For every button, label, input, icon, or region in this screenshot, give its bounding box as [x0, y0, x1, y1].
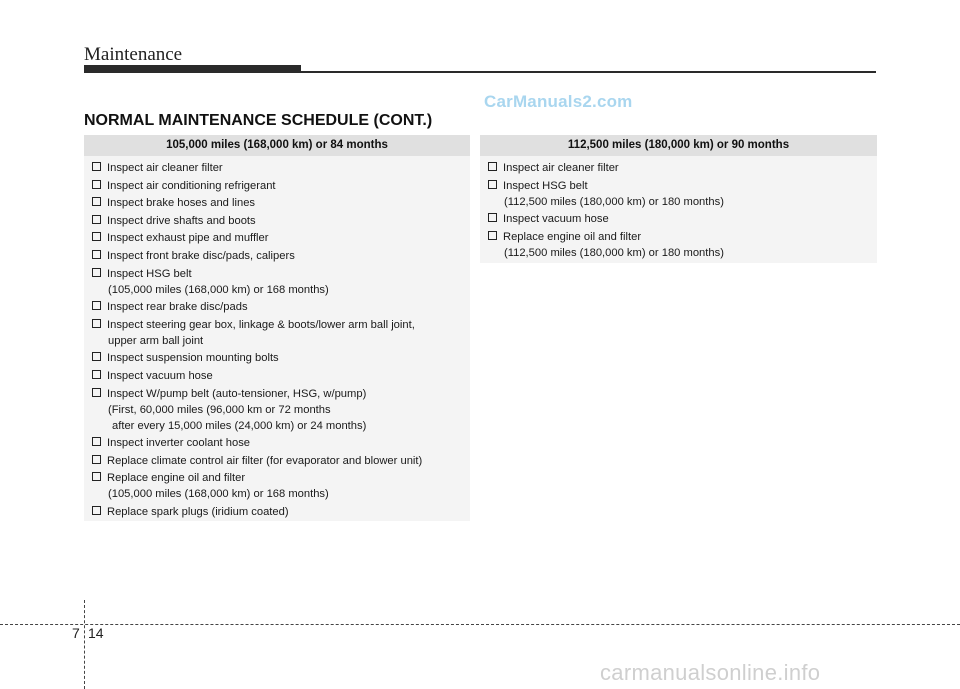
checklist: [480, 156, 877, 261]
checklist-item-text: Inspect HSG belt: [107, 267, 192, 280]
checklist-item-text: Replace spark plugs (iridium coated): [107, 505, 289, 518]
checkbox-icon: [92, 232, 101, 241]
watermark-text: CarManuals2.com: [484, 92, 633, 111]
chapter-number: 7: [72, 625, 80, 641]
checklist-item-line: [92, 386, 464, 402]
checkbox-icon: [92, 162, 101, 171]
checklist-item-text: Inspect steering gear box, linkage & boots/lower arm ball joint,: [107, 318, 415, 331]
checklist-item-text: Inspect front brake disc/pads, calipers: [107, 249, 295, 262]
checklist-item-text: Replace engine oil and filter: [107, 472, 246, 485]
checkbox-icon: [92, 301, 101, 310]
header-rule-thick: [84, 65, 301, 73]
checklist-item-line: [92, 213, 464, 229]
checklist-item-line: [488, 211, 871, 227]
checklist-item: [92, 299, 464, 315]
checkbox-icon: [488, 162, 497, 171]
checklist-item: [92, 160, 464, 176]
page-number: 14: [88, 625, 104, 641]
checklist-item-text: Inspect drive shafts and boots: [107, 214, 256, 227]
checklist-item-line: [92, 195, 464, 211]
checklist-item-text: Inspect vacuum hose: [503, 213, 609, 226]
checklist-item: [488, 229, 871, 261]
checklist-item-text: Inspect suspension mounting bolts: [107, 352, 279, 365]
schedule-title: NORMAL MAINTENANCE SCHEDULE (CONT.): [84, 112, 433, 129]
footer-watermark: carmanualsonline.info: [600, 660, 821, 685]
checkbox-icon: [92, 180, 101, 189]
checklist-item-line: [92, 178, 464, 194]
checklist-item-detail: after every 15,000 miles (24,000 km) or 24 months): [112, 419, 367, 432]
checklist-item-line: [92, 230, 464, 246]
checkbox-icon: [92, 388, 101, 397]
checklist-item-text: Replace engine oil and filter: [503, 230, 642, 243]
checklist-item: [92, 453, 464, 469]
checklist-item-detail: (112,500 miles (180,000 km) or 180 months): [504, 246, 724, 259]
checklist-item-detail: (First, 60,000 miles (96,000 km or 72 months: [108, 403, 331, 416]
checkbox-icon: [92, 472, 101, 481]
checklist-item-line: [92, 435, 464, 451]
checklist-item-line: [92, 350, 464, 366]
checklist-item: [92, 317, 464, 349]
checklist-item-detail: (112,500 miles (180,000 km) or 180 months): [504, 195, 724, 208]
checklist-item-line: [92, 299, 464, 315]
checklist-item-line: [92, 368, 464, 384]
checklist-item: [92, 504, 464, 520]
checkbox-icon: [488, 231, 497, 240]
checklist-item-line: [92, 453, 464, 469]
checklist-item: [92, 248, 464, 264]
checklist-item-detail: upper arm ball joint: [108, 334, 204, 347]
schedule-panel-112k: [480, 135, 877, 263]
checklist-item-text: Inspect exhaust pipe and muffler: [107, 232, 269, 245]
checklist-item-line: [92, 470, 464, 486]
checklist-item-line: [92, 248, 464, 264]
checklist-item-detail: (105,000 miles (168,000 km) or 168 months): [108, 488, 329, 501]
checklist-item-text: Inspect W/pump belt (auto-tensioner, HSG, w/pump): [107, 387, 367, 400]
checklist-item: [92, 178, 464, 194]
checklist-item: [92, 195, 464, 211]
checkbox-icon: [92, 319, 101, 328]
footer-vertical-divider: [84, 600, 85, 689]
checkbox-icon: [92, 352, 101, 361]
checkbox-icon: [92, 215, 101, 224]
checklist-item: [92, 350, 464, 366]
panel-heading: 105,000 miles (168,000 km) or 84 months: [84, 135, 470, 156]
checklist-item: [488, 211, 871, 227]
footer-divider: [0, 624, 960, 625]
checklist-item: [488, 178, 871, 210]
checkbox-icon: [92, 506, 101, 515]
checklist-item: [488, 160, 871, 176]
checklist-item-text: Inspect air cleaner filter: [107, 162, 223, 174]
checklist-item-detail: (105,000 miles (168,000 km) or 168 months): [108, 283, 329, 296]
checklist-item-line: [92, 317, 464, 333]
checklist-item-line: [488, 178, 871, 194]
checklist-item-text: Inspect air conditioning refrigerant: [107, 179, 276, 192]
checklist-item-text: Inspect air cleaner filter: [503, 162, 619, 174]
checklist-item: [92, 266, 464, 298]
checklist-item-text: Replace climate control air filter (for evaporator and blower unit): [107, 454, 423, 467]
checklist-item: [92, 368, 464, 384]
checklist-item: [92, 213, 464, 229]
checklist-item-text: Inspect rear brake disc/pads: [107, 301, 248, 314]
header-rule-thin: [301, 71, 876, 73]
checkbox-icon: [488, 180, 497, 189]
checklist-item: [92, 230, 464, 246]
checklist-item-text: Inspect inverter coolant hose: [107, 437, 251, 450]
checklist-item-line: [488, 229, 871, 245]
checklist-item: [92, 470, 464, 502]
checklist-item: [92, 435, 464, 451]
checklist-item-line: [488, 160, 871, 176]
checkbox-icon: [92, 370, 101, 379]
checklist-item-text: Inspect vacuum hose: [107, 369, 213, 382]
checkbox-icon: [92, 455, 101, 464]
checklist-item-line: [92, 266, 464, 282]
section-title: Maintenance: [84, 44, 183, 65]
checklist-item-line: [92, 504, 464, 520]
checklist-item: [92, 386, 464, 434]
checklist: [84, 156, 470, 520]
checklist-item-text: Inspect brake hoses and lines: [107, 197, 256, 210]
checklist-item-text: Inspect HSG belt: [503, 179, 588, 192]
checklist-item-line: [92, 160, 464, 176]
checkbox-icon: [92, 268, 101, 277]
schedule-panel-105k: [84, 135, 470, 521]
checkbox-icon: [92, 197, 101, 206]
checkbox-icon: [488, 213, 497, 222]
checkbox-icon: [92, 437, 101, 446]
checkbox-icon: [92, 250, 101, 259]
panel-heading: 112,500 miles (180,000 km) or 90 months: [480, 135, 877, 156]
